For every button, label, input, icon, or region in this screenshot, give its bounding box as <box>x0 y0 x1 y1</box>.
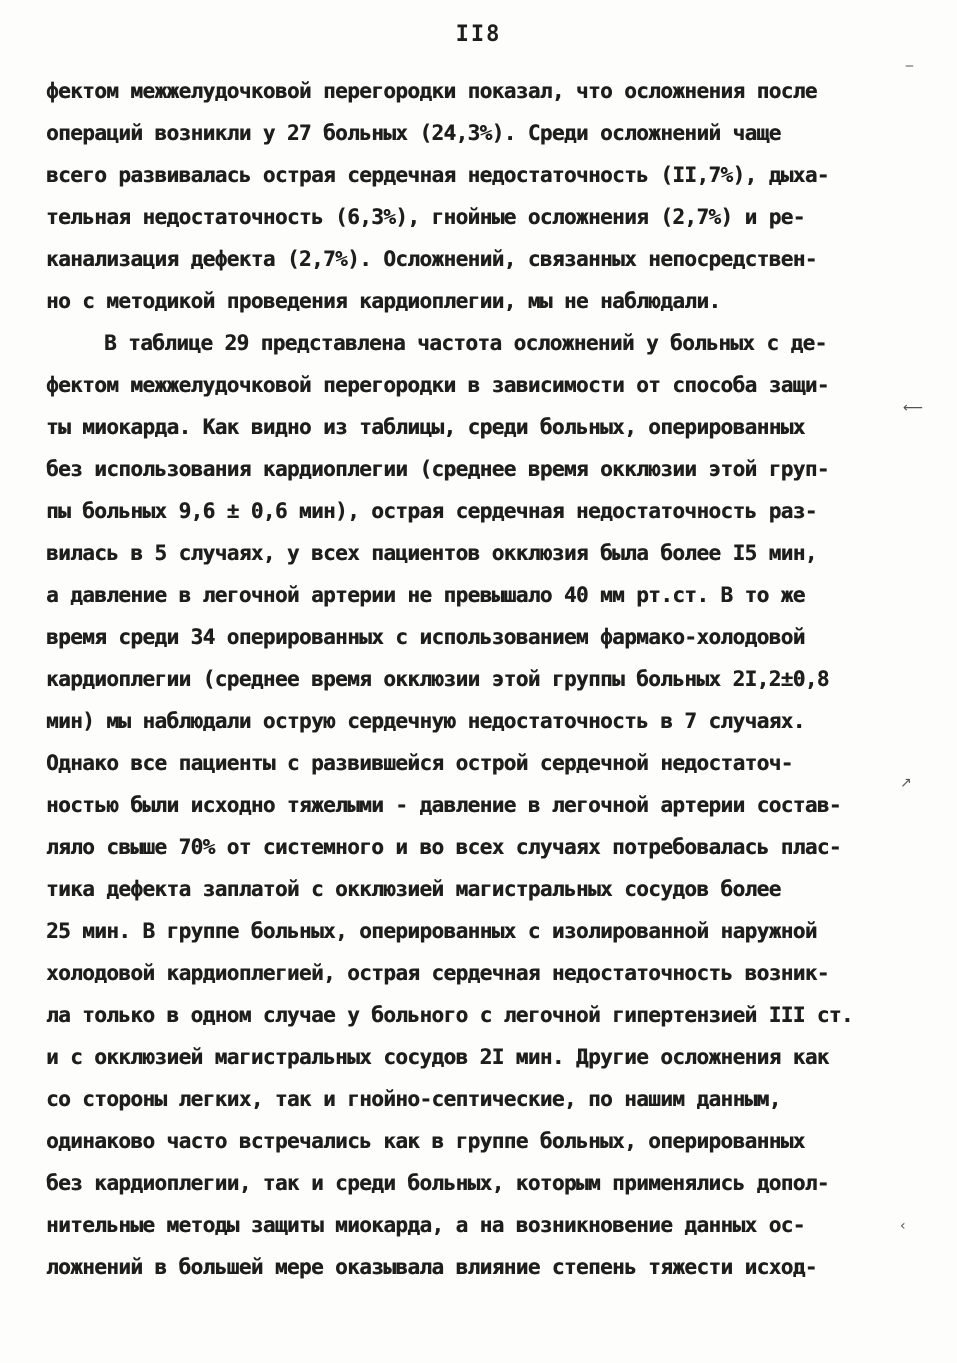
text-line: без кардиоплегии, так и среди больных, которым применялись допол- <box>46 1171 829 1195</box>
text-line: фектом межжелудочковой перегородки в зависимости от способа защи- <box>46 373 829 397</box>
text-line: канализация дефекта (2,7%). Осложнений, связанных непосредствен- <box>46 247 817 271</box>
body-text <box>46 70 896 1288</box>
text-line: 25 мин. В группе больных, оперированных с изолированной наружной <box>46 919 817 943</box>
text-line: но с методикой проведения кардиоплегии, мы не наблюдали. <box>46 289 721 313</box>
text-line: ностью были исходно тяжелыми - давление в легочной артерии состав- <box>46 793 841 817</box>
text-line: мин) мы наблюдали острую сердечную недостаточность в 7 случаях. <box>46 709 805 733</box>
margin-mark-bottom: ‹ <box>900 1218 906 1234</box>
text-line: ляло свыше 70% от системного и во всех случаях потребовалась плас- <box>46 835 841 859</box>
text-line: фектом межжелудочковой перегородки показал, что осложнения после <box>46 79 817 103</box>
text-line: нительные методы защиты миокарда, а на возникновение данных ос- <box>46 1213 805 1237</box>
margin-mark-arrow: ⟵ <box>903 400 924 416</box>
text-line: пы больных 9,6 ± 0,6 мин), острая сердечная недостаточность раз- <box>46 499 817 523</box>
text-line: а давление в легочной артерии не превышало 40 мм рт.ст. В то же <box>46 583 805 607</box>
text-line: со стороны легких, так и гнойно-септические, по нашим данным, <box>46 1087 781 1111</box>
text-line: Однако все пациенты с развившейся острой сердечной недостаточ- <box>46 751 793 775</box>
text-line: время среди 34 оперированных с использованием фармако-холодовой <box>46 625 805 649</box>
text-line: ты миокарда. Как видно из таблицы, среди больных, оперированных <box>46 415 805 439</box>
text-line: одинаково часто встречались как в группе больных, оперированных <box>46 1129 805 1153</box>
margin-mark-top: ‒ <box>905 58 914 74</box>
text-line: кардиоплегии (среднее время окклюзии этой группы больных 2I,2±0,8 <box>46 667 829 691</box>
page-number: II8 <box>455 22 502 47</box>
text-line: операций возникли у 27 больных (24,3%). Среди осложнений чаще <box>46 121 781 145</box>
text-line: холодовой кардиоплегией, острая сердечная недостаточность возник- <box>46 961 829 985</box>
text-line: ложнений в большей мере оказывала влияние степень тяжести исход- <box>46 1255 817 1279</box>
margin-mark-middle: ↗ <box>900 775 912 791</box>
text-line: В таблице 29 представлена частота осложнений у больных с де- <box>104 331 827 355</box>
text-line: всего развивалась острая сердечная недостаточность (II,7%), дыха- <box>46 163 829 187</box>
text-line: вилась в 5 случаях, у всех пациентов окклюзия была более I5 мин, <box>46 541 817 565</box>
text-line: без использования кардиоплегии (среднее время окклюзии этой груп- <box>46 457 829 481</box>
text-line: ла только в одном случае у больного с легочной гипертензией III ст. <box>46 1003 853 1027</box>
text-line: и с окклюзией магистральных сосудов 2I мин. Другие осложнения как <box>46 1045 829 1069</box>
text-line: тика дефекта заплатой с окклюзией магистральных сосудов более <box>46 877 781 901</box>
text-line: тельная недостаточность (6,3%), гнойные осложнения (2,7%) и ре- <box>46 205 805 229</box>
